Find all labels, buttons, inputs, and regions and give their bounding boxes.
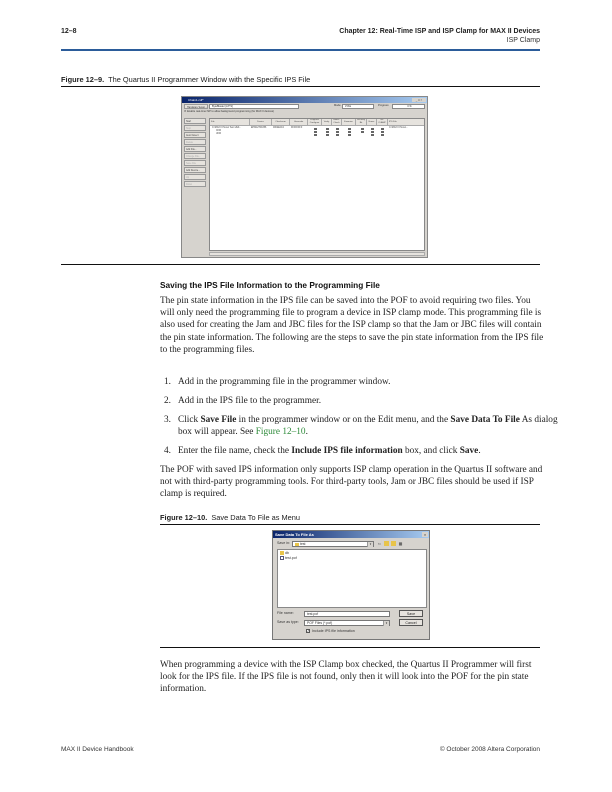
include-ips-label: Include IPS file information xyxy=(312,628,355,633)
step-2 xyxy=(164,395,554,408)
save-as-type-label: Save as type: xyxy=(277,620,299,624)
text-run: As dialog box will appear. See xyxy=(178,415,558,438)
figure-rule-top xyxy=(61,86,540,87)
text-run: box, and click xyxy=(402,446,460,456)
figure-12-9-caption xyxy=(61,75,310,84)
erase-checkbox[interactable] xyxy=(371,134,374,137)
section-heading: Saving the IPS File Information to the Programming File xyxy=(160,280,380,290)
save-in-select[interactable] xyxy=(292,541,374,547)
bold-run: Save Data To File xyxy=(450,415,520,425)
figure-caption-text: Save Data To File as Menu xyxy=(211,513,300,522)
step-text: Add in the IPS file to the programmer. xyxy=(178,396,322,406)
checkbox-icon: ☑ xyxy=(184,110,187,113)
header-rule xyxy=(61,49,540,51)
footer-handbook-title: MAX II Device Handbook xyxy=(61,746,134,753)
figure-caption-text: The Quartus II Programmer Window with the Specific IPS File xyxy=(108,75,311,84)
add-device-button[interactable]: Add Device... xyxy=(184,167,206,173)
col-verify[interactable]: Verify xyxy=(322,119,332,126)
col-isp-clamp[interactable]: ISP CLAMP xyxy=(377,119,388,126)
text-run: Enter the file name, check the xyxy=(178,446,292,456)
save-button[interactable]: Save xyxy=(399,610,423,617)
step-3 xyxy=(164,414,558,440)
up-folder-icon[interactable] xyxy=(384,541,389,546)
security-bit-checkbox[interactable] xyxy=(361,131,364,134)
col-blank-check[interactable]: Blank-Check xyxy=(332,119,342,126)
program-checkbox[interactable] xyxy=(314,134,317,137)
view-menu-icon[interactable]: ▦ xyxy=(398,541,403,546)
window-titlebar xyxy=(182,97,427,103)
add-file-button[interactable]: Add File... xyxy=(184,146,206,152)
dialog-titlebar xyxy=(273,531,429,538)
hardware-setup-button[interactable]: Hardware Setup... xyxy=(184,104,208,109)
file-icon xyxy=(280,556,284,560)
paragraph-3: When programming a device with the ISP Clamp box checked, the Quartus II Programmer will first look for the IPS file. If the IPS file is not found, only then it will look into the POF for the pin state information. xyxy=(160,660,532,695)
row-device: EPM1270F256 xyxy=(251,127,267,129)
step-text: Add in the programming file in the programmer window. xyxy=(178,377,391,387)
bold-run: Include IPS file information xyxy=(291,446,403,456)
programmer-device-grid xyxy=(209,118,425,251)
chapter-title: Chapter 12: Real-Time ISP and ISP Clamp for MAX II Devices xyxy=(339,28,540,35)
item-name: test.pof xyxy=(285,556,297,560)
figure-12-10-link[interactable]: Figure 12–10 xyxy=(255,427,306,438)
horizontal-scrollbar[interactable] xyxy=(209,252,425,256)
col-device[interactable]: Device xyxy=(250,119,272,126)
col-security-bit[interactable]: Security Bit xyxy=(356,119,367,126)
row-file[interactable]: UFM xyxy=(216,133,221,135)
save-in-label: Save in: xyxy=(277,541,290,545)
row-file[interactable]: C:/MAX II Pinout Test 1/EF... xyxy=(212,127,241,129)
paragraph-2: The POF with saved IPS information only supports ISP clamp operation in the Quartus II software and not with third-party programming tools. For third-party tools, Jam or JBC files should be used if ISP clamp is required. xyxy=(160,465,543,500)
save-as-type-value: POF Files (*.pof) xyxy=(307,621,333,625)
col-checksum[interactable]: Checksum xyxy=(272,119,290,126)
page-number: 12–8 xyxy=(61,28,77,35)
save-file-button[interactable]: Save File xyxy=(184,160,206,166)
col-examine[interactable]: Examine xyxy=(342,119,356,126)
include-ips-checkbox[interactable]: ✓ xyxy=(307,629,310,633)
quartus-programmer-window xyxy=(181,96,428,258)
folder-icon xyxy=(280,551,284,555)
step-text xyxy=(178,414,560,438)
dialog-title: Save Data To File As xyxy=(275,532,314,537)
figure-rule-bottom xyxy=(160,647,540,648)
section-title: ISP Clamp xyxy=(506,37,540,44)
chevron-down-icon[interactable]: ▾ xyxy=(367,542,373,547)
paragraph-1: The pin state information in the IPS file can be saved into the POF to avoid requiring two files. You will only need the programming file to program a device in ISP clamp mode. This programming file is also used for creating the Jam and JBC files for the ISP clamp so that the Jam or JBC files will contain the pin state information. The following are the steps to save the pin state information from the IPS file to the programming files. xyxy=(160,296,544,355)
figure-label: Figure 12–9. xyxy=(61,75,105,84)
change-file-button[interactable]: Change File... xyxy=(184,153,206,159)
bold-run: Save File xyxy=(200,415,237,425)
step-number: 2. xyxy=(164,396,171,406)
row-ips-file[interactable]: C:/MAX II Pinout... xyxy=(389,127,408,129)
col-program[interactable]: Program/ Configure xyxy=(308,119,322,126)
row-file[interactable]: CFM xyxy=(216,130,221,132)
text-run: . xyxy=(478,446,481,456)
cancel-button[interactable]: Cancel xyxy=(399,619,423,626)
item-name: db xyxy=(285,551,289,555)
step-1 xyxy=(164,376,554,389)
text-run: . xyxy=(305,427,308,438)
step-text xyxy=(178,445,560,457)
progress-field: 0 % xyxy=(392,104,425,109)
folder-icon xyxy=(295,543,299,546)
figure-rule-bottom xyxy=(61,264,540,265)
col-erase[interactable]: Erase xyxy=(367,119,377,126)
window-title: Chain1.cdf* xyxy=(188,98,204,102)
step-4 xyxy=(164,445,554,458)
window-controls[interactable]: _ □ × xyxy=(412,98,426,102)
figure-12-10-caption xyxy=(160,513,300,522)
file-name-input[interactable]: test.pof xyxy=(304,611,390,617)
row-checksum: 0062E2C2 xyxy=(273,127,284,129)
close-icon[interactable]: × xyxy=(423,532,427,537)
row-usercode: FFFFFFFF xyxy=(291,127,303,129)
text-run: Click xyxy=(178,415,201,425)
auto-detect-button[interactable]: Auto Detect xyxy=(184,132,206,138)
save-data-to-file-dialog xyxy=(272,530,430,640)
back-icon[interactable]: ⇐ xyxy=(377,541,382,546)
figure-rule-top xyxy=(160,524,540,525)
new-folder-icon[interactable] xyxy=(391,541,396,546)
stop-button[interactable]: Stop xyxy=(184,125,206,131)
realtime-isp-checkbox[interactable] xyxy=(184,110,274,114)
col-ips-file[interactable]: IPS File xyxy=(388,119,425,126)
file-name-label: File name: xyxy=(277,611,294,615)
step-number: 3. xyxy=(164,415,171,425)
mode-label: Mode: xyxy=(334,104,342,107)
down-button[interactable]: Down xyxy=(184,181,206,187)
realtime-isp-label: Enable real-time ISP to allow background programming (for MAX II devices) xyxy=(187,110,275,113)
blank-check-checkbox[interactable] xyxy=(336,134,339,137)
isp-clamp-checkbox[interactable] xyxy=(381,134,384,137)
col-usercode[interactable]: Usercode xyxy=(290,119,308,126)
progress-label: Progress: xyxy=(378,104,390,107)
text-run: in the programmer window or on the Edit menu, and the xyxy=(236,415,451,425)
footer-copyright: © October 2008 Altera Corporation xyxy=(439,746,540,753)
list-item-file[interactable] xyxy=(280,556,297,561)
mode-select[interactable]: JTAG xyxy=(342,104,374,109)
step-number: 4. xyxy=(164,446,171,456)
chevron-down-icon[interactable]: ▾ xyxy=(383,621,389,626)
start-button[interactable]: Start xyxy=(184,118,206,124)
verify-checkbox[interactable] xyxy=(326,134,329,137)
figure-label: Figure 12–10. xyxy=(160,513,208,522)
examine-checkbox[interactable] xyxy=(348,134,351,137)
delete-button[interactable]: Delete xyxy=(184,139,206,145)
up-button[interactable]: Up xyxy=(184,174,206,180)
col-file[interactable]: File xyxy=(210,119,250,126)
save-as-type-select[interactable] xyxy=(304,620,390,626)
hardware-field: ByteBlaster [LPT1] xyxy=(209,104,299,109)
bold-run: Save xyxy=(459,446,479,456)
step-number: 1. xyxy=(164,377,171,387)
file-list xyxy=(277,549,427,608)
save-in-value: test xyxy=(300,542,306,546)
